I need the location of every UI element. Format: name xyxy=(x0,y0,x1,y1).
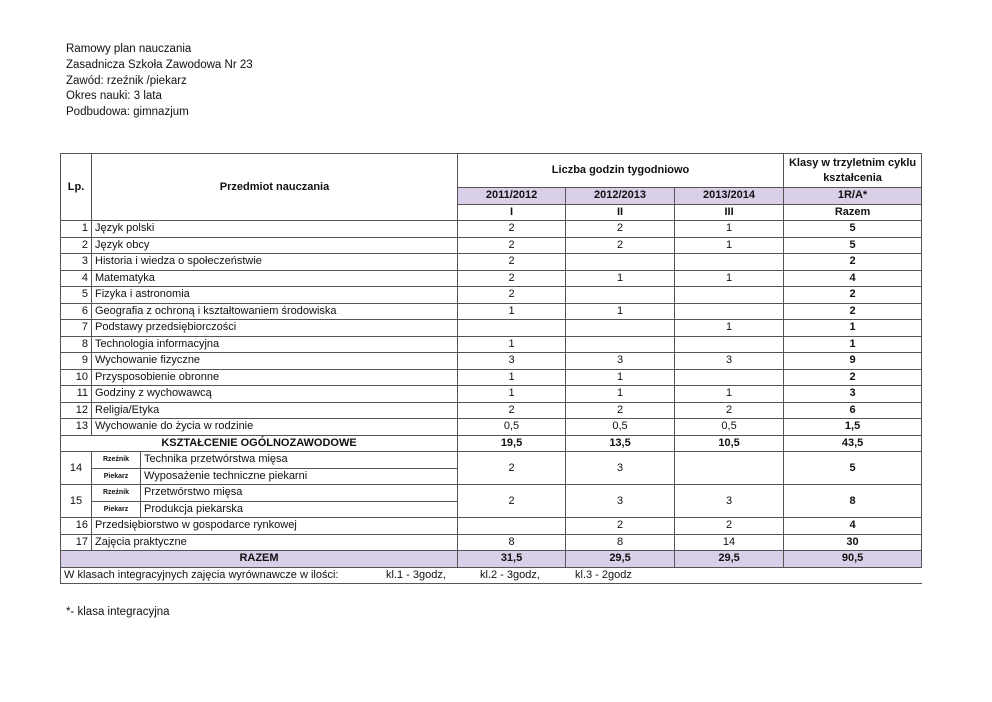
row-number: 7 xyxy=(61,320,92,337)
row-number: 3 xyxy=(61,254,92,271)
hours-total: 2 xyxy=(784,303,922,320)
subject-name: Technika przetwórstwa mięsa xyxy=(141,452,458,469)
subject-name: Historia i wiedza o społeczeństwie xyxy=(92,254,458,271)
column-header-classes: Klasy w trzyletnim cyklu kształcenia xyxy=(784,154,922,188)
table-row xyxy=(61,270,922,287)
row-number: 11 xyxy=(61,386,92,403)
hours-year-2: 1 xyxy=(566,386,675,403)
row-number: 1 xyxy=(61,221,92,238)
table-row xyxy=(61,534,922,551)
table-row xyxy=(61,336,922,353)
hours-total: 3 xyxy=(784,386,922,403)
hours-total: 5 xyxy=(784,237,922,254)
hours-total: 30 xyxy=(784,534,922,551)
hours-year-3: 14 xyxy=(675,534,784,551)
hours-year-2 xyxy=(566,320,675,337)
sum-year-1: 19,5 xyxy=(458,435,566,452)
hours-year-2: 0,5 xyxy=(566,419,675,436)
hours-year-2: 2 xyxy=(566,518,675,535)
general-sum-row xyxy=(61,435,922,452)
column-header-lp: Lp. xyxy=(61,154,92,221)
hours-total: 2 xyxy=(784,369,922,386)
general-sum-label: KSZTAŁCENIE OGÓLNOZAWODOWE xyxy=(61,435,458,452)
table-row xyxy=(61,254,922,271)
table-row xyxy=(61,237,922,254)
hours-year-1: 1 xyxy=(458,336,566,353)
hours-total: 4 xyxy=(784,270,922,287)
grand-total-year-1: 31,5 xyxy=(458,551,566,568)
sum-total: 43,5 xyxy=(784,435,922,452)
row-number: 16 xyxy=(61,518,92,535)
hours-year-2: 2 xyxy=(566,221,675,238)
hours-total: 4 xyxy=(784,518,922,535)
document-header xyxy=(66,42,253,121)
profession-tag: Rzeźnik xyxy=(92,452,141,469)
hours-year-1: 2 xyxy=(458,237,566,254)
footnote: *- klasa integracyjna xyxy=(66,606,170,618)
subject-name: Przedsiębiorstwo w gospodarce rynkowej xyxy=(92,518,458,535)
row-number: 15 xyxy=(61,485,92,518)
column-header-subject: Przedmiot nauczania xyxy=(92,154,458,221)
subject-name: Przysposobienie obronne xyxy=(92,369,458,386)
hours-year-2: 1 xyxy=(566,369,675,386)
row-number: 12 xyxy=(61,402,92,419)
hours-year-3: 3 xyxy=(675,485,784,518)
hours-year-2: 2 xyxy=(566,402,675,419)
row-number: 4 xyxy=(61,270,92,287)
hours-year-2 xyxy=(566,254,675,271)
hours-year-3 xyxy=(675,369,784,386)
hours-year-1: 1 xyxy=(458,369,566,386)
grand-total: 90,5 xyxy=(784,551,922,568)
grade-header: II xyxy=(566,204,675,221)
hours-year-2: 3 xyxy=(566,452,675,485)
hours-year-3 xyxy=(675,254,784,271)
hours-year-3: 1 xyxy=(675,320,784,337)
integration-note-row xyxy=(61,567,922,584)
column-header-hours: Liczba godzin tygodniowo xyxy=(458,154,784,188)
row-number: 6 xyxy=(61,303,92,320)
subject-name: Matematyka xyxy=(92,270,458,287)
hours-total: 1,5 xyxy=(784,419,922,436)
table-row xyxy=(61,419,922,436)
subject-name: Godziny z wychowawcą xyxy=(92,386,458,403)
row-number: 17 xyxy=(61,534,92,551)
subject-name: Wychowanie do życia w rodzinie xyxy=(92,419,458,436)
grand-total-label: RAZEM xyxy=(61,551,458,568)
hours-year-1 xyxy=(458,518,566,535)
class-code-header: 1R/A* xyxy=(784,188,922,205)
hours-year-3: 0,5 xyxy=(675,419,784,436)
year-header: 2011/2012 xyxy=(458,188,566,205)
hours-year-3: 3 xyxy=(675,353,784,370)
hours-year-1: 2 xyxy=(458,452,566,485)
hours-year-3: 1 xyxy=(675,221,784,238)
hours-year-3 xyxy=(675,452,784,485)
subject-name: Produkcja piekarska xyxy=(141,501,458,518)
hours-year-1: 3 xyxy=(458,353,566,370)
table-row xyxy=(61,320,922,337)
hours-total: 5 xyxy=(784,221,922,238)
hours-total: 6 xyxy=(784,402,922,419)
table-row xyxy=(61,353,922,370)
hours-year-2 xyxy=(566,336,675,353)
hours-year-3: 1 xyxy=(675,386,784,403)
header-line-2: Zasadnicza Szkoła Zawodowa Nr 23 xyxy=(66,58,253,71)
note-class-3: kl.3 - 2godz xyxy=(575,568,632,581)
hours-year-3: 2 xyxy=(675,518,784,535)
hours-year-1: 0,5 xyxy=(458,419,566,436)
table-row xyxy=(61,485,922,502)
hours-year-2: 2 xyxy=(566,237,675,254)
row-number: 13 xyxy=(61,419,92,436)
hours-year-2: 1 xyxy=(566,303,675,320)
subject-name: Religia/Etyka xyxy=(92,402,458,419)
grand-total-year-2: 29,5 xyxy=(566,551,675,568)
hours-total: 2 xyxy=(784,254,922,271)
sum-year-3: 10,5 xyxy=(675,435,784,452)
row-number: 8 xyxy=(61,336,92,353)
hours-year-1: 1 xyxy=(458,303,566,320)
subject-name: Zajęcia praktyczne xyxy=(92,534,458,551)
table-row xyxy=(61,452,922,469)
subject-name: Geografia z ochroną i kształtowaniem środowiska xyxy=(92,303,458,320)
sum-year-2: 13,5 xyxy=(566,435,675,452)
hours-year-3: 1 xyxy=(675,270,784,287)
subject-name: Wychowanie fizyczne xyxy=(92,353,458,370)
hours-year-1: 1 xyxy=(458,386,566,403)
row-number: 5 xyxy=(61,287,92,304)
hours-year-1: 2 xyxy=(458,254,566,271)
year-header: 2012/2013 xyxy=(566,188,675,205)
header-line-5: Podbudowa: gimnazjum xyxy=(66,106,189,119)
row-number: 10 xyxy=(61,369,92,386)
hours-year-1: 2 xyxy=(458,485,566,518)
hours-year-1: 2 xyxy=(458,287,566,304)
profession-tag: Rzeźnik xyxy=(92,485,141,502)
subject-name: Technologia informacyjna xyxy=(92,336,458,353)
note-text: W klasach integracyjnych zajęcia wyrównawcze w ilości: xyxy=(64,568,339,581)
note-class-1: kl.1 - 3godz, xyxy=(386,568,446,581)
hours-year-2 xyxy=(566,287,675,304)
curriculum-table xyxy=(60,153,922,584)
hours-year-2: 8 xyxy=(566,534,675,551)
table-row xyxy=(61,518,922,535)
hours-year-3: 1 xyxy=(675,237,784,254)
subject-name: Język obcy xyxy=(92,237,458,254)
header-line-4: Okres nauki: 3 lata xyxy=(66,90,162,103)
hours-year-2: 3 xyxy=(566,353,675,370)
subject-name: Język polski xyxy=(92,221,458,238)
table-row xyxy=(61,402,922,419)
row-number: 14 xyxy=(61,452,92,485)
profession-tag: Piekarz xyxy=(92,501,141,518)
grand-total-row xyxy=(61,551,922,568)
hours-total: 5 xyxy=(784,452,922,485)
year-header: 2013/2014 xyxy=(675,188,784,205)
note-class-2: kl.2 - 3godz, xyxy=(480,568,540,581)
hours-year-1: 8 xyxy=(458,534,566,551)
table-row xyxy=(61,369,922,386)
hours-year-1: 2 xyxy=(458,402,566,419)
hours-year-1: 2 xyxy=(458,221,566,238)
hours-year-1 xyxy=(458,320,566,337)
hours-total: 8 xyxy=(784,485,922,518)
grade-header: III xyxy=(675,204,784,221)
table-row xyxy=(61,287,922,304)
integration-note-content xyxy=(64,568,919,583)
table-row xyxy=(61,386,922,403)
integration-note xyxy=(61,567,922,584)
grand-total-year-3: 29,5 xyxy=(675,551,784,568)
hours-total: 9 xyxy=(784,353,922,370)
subject-name: Przetwórstwo mięsa xyxy=(141,485,458,502)
subject-name: Wyposażenie techniczne piekarni xyxy=(141,468,458,485)
hours-year-3 xyxy=(675,303,784,320)
hours-year-1: 2 xyxy=(458,270,566,287)
header-line-3: Zawód: rzeźnik /piekarz xyxy=(66,74,187,87)
razem-header: Razem xyxy=(784,204,922,221)
hours-year-2: 1 xyxy=(566,270,675,287)
hours-year-2: 3 xyxy=(566,485,675,518)
grade-header: I xyxy=(458,204,566,221)
hours-year-3: 2 xyxy=(675,402,784,419)
table-row xyxy=(61,303,922,320)
hours-total: 1 xyxy=(784,336,922,353)
subject-name: Fizyka i astronomia xyxy=(92,287,458,304)
profession-tag: Piekarz xyxy=(92,468,141,485)
hours-total: 1 xyxy=(784,320,922,337)
table-row xyxy=(61,221,922,238)
hours-year-3 xyxy=(675,336,784,353)
subject-name: Podstawy przedsiębiorczości xyxy=(92,320,458,337)
header-line-1: Ramowy plan nauczania xyxy=(66,43,192,55)
hours-total: 2 xyxy=(784,287,922,304)
hours-year-3 xyxy=(675,287,784,304)
row-number: 9 xyxy=(61,353,92,370)
row-number: 2 xyxy=(61,237,92,254)
